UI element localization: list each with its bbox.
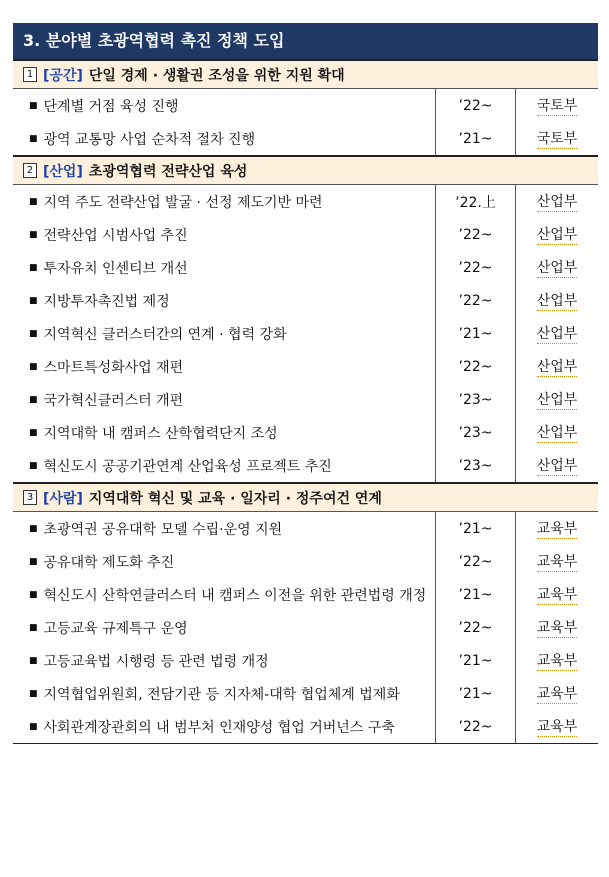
square-bullet-icon: ■ <box>29 427 38 438</box>
item-cell <box>13 545 436 578</box>
item-cell <box>13 251 436 284</box>
square-bullet-icon: ■ <box>29 523 38 534</box>
table-row <box>13 350 598 383</box>
year-cell: ’22~ <box>436 89 516 122</box>
table-row <box>13 383 598 416</box>
square-bullet-icon: ■ <box>29 394 38 405</box>
year-cell: ’22~ <box>436 350 516 383</box>
ministry-cell <box>516 383 598 416</box>
ministry-text: 교육부 <box>537 584 578 605</box>
ministry-cell <box>516 350 598 383</box>
table-row <box>13 677 598 710</box>
ministry-cell <box>516 449 598 482</box>
ministry-cell <box>516 317 598 350</box>
ministry-cell <box>516 89 598 122</box>
ministry-cell <box>516 578 598 611</box>
year-cell: ’21~ <box>436 317 516 350</box>
item-cell <box>13 317 436 350</box>
ministry-text: 교육부 <box>537 551 578 572</box>
year-cell: ’22~ <box>436 284 516 317</box>
item-text: 혁신도시 공공기관연계 산업육성 프로젝트 추진 <box>43 458 332 475</box>
item-text: 지역 주도 전략산업 발굴 · 선정 제도기반 마련 <box>43 194 323 211</box>
item-cell <box>13 611 436 644</box>
ministry-cell <box>516 710 598 743</box>
item-cell <box>13 578 436 611</box>
item-cell <box>13 449 436 482</box>
policy-table <box>13 59 598 744</box>
ministry-cell <box>516 122 598 155</box>
ministry-text: 산업부 <box>537 422 578 443</box>
ministry-text: 국토부 <box>537 128 578 149</box>
section-header <box>13 482 598 512</box>
table-row <box>13 644 598 677</box>
square-bullet-icon: ■ <box>29 295 38 306</box>
item-text: 지역협업위원회, 전담기관 등 지자체-대학 협업체계 법제화 <box>43 686 400 703</box>
section-tag: [사람] <box>43 490 83 507</box>
section-number-box: 1 <box>23 67 37 82</box>
table-row <box>13 89 598 122</box>
item-cell <box>13 185 436 218</box>
ministry-cell <box>516 284 598 317</box>
year-cell: ’21~ <box>436 122 516 155</box>
section-heading: 단일 경제 · 생활권 조성을 위한 지원 확대 <box>88 67 345 84</box>
item-cell <box>13 284 436 317</box>
item-text: 국가혁신클러스터 개편 <box>43 392 184 409</box>
item-cell <box>13 512 436 545</box>
square-bullet-icon: ■ <box>29 196 38 207</box>
ministry-text: 산업부 <box>537 323 578 344</box>
ministry-text: 산업부 <box>537 257 578 278</box>
square-bullet-icon: ■ <box>29 589 38 600</box>
table-row <box>13 611 598 644</box>
year-cell: ’22~ <box>436 251 516 284</box>
ministry-text: 산업부 <box>537 455 578 476</box>
ministry-text: 교육부 <box>537 518 578 539</box>
ministry-cell <box>516 611 598 644</box>
item-text: 광역 교통망 사업 순차적 절차 진행 <box>43 131 256 148</box>
item-cell <box>13 122 436 155</box>
year-cell: ’22.上 <box>436 185 516 218</box>
year-cell: ’21~ <box>436 578 516 611</box>
ministry-text: 교육부 <box>537 683 578 704</box>
section-tag: [공간] <box>43 67 83 84</box>
item-cell <box>13 710 436 743</box>
square-bullet-icon: ■ <box>29 460 38 471</box>
year-cell: ’23~ <box>436 383 516 416</box>
item-cell <box>13 677 436 710</box>
item-text: 스마트특성화사업 재편 <box>43 359 184 376</box>
year-cell: ’22~ <box>436 545 516 578</box>
table-row <box>13 545 598 578</box>
ministry-text: 교육부 <box>537 716 578 737</box>
ministry-cell <box>516 251 598 284</box>
item-text: 초광역권 공유대학 모델 수립·운영 지원 <box>43 521 283 538</box>
ministry-text: 교육부 <box>537 650 578 671</box>
ministry-cell <box>516 677 598 710</box>
item-text: 전략산업 시범사업 추진 <box>43 227 188 244</box>
table-row <box>13 218 598 251</box>
year-cell: ’21~ <box>436 644 516 677</box>
square-bullet-icon: ■ <box>29 100 38 111</box>
item-cell <box>13 218 436 251</box>
square-bullet-icon: ■ <box>29 361 38 372</box>
section-heading: 지역대학 혁신 및 교육 · 일자리 · 정주여건 연계 <box>88 490 382 507</box>
year-cell: ’22~ <box>436 218 516 251</box>
item-cell <box>13 89 436 122</box>
section-heading: 초광역협력 전략산업 육성 <box>88 163 248 180</box>
item-text: 단계별 거점 육성 진행 <box>43 98 179 115</box>
square-bullet-icon: ■ <box>29 655 38 666</box>
table-row <box>13 185 598 218</box>
section-number-box: 2 <box>23 163 37 178</box>
square-bullet-icon: ■ <box>29 556 38 567</box>
item-text: 사회관계장관회의 내 범부처 인재양성 협업 거버넌스 구축 <box>43 719 395 736</box>
square-bullet-icon: ■ <box>29 229 38 240</box>
item-text: 투자유치 인센티브 개선 <box>43 260 188 277</box>
section-number-box: 3 <box>23 490 37 505</box>
item-text: 공유대학 제도화 추진 <box>43 554 175 571</box>
ministry-cell <box>516 416 598 449</box>
table-row <box>13 710 598 743</box>
table-row <box>13 317 598 350</box>
item-cell <box>13 644 436 677</box>
table-row <box>13 416 598 449</box>
section-header <box>13 155 598 185</box>
item-text: 혁신도시 산학연클러스터 내 캠퍼스 이전을 위한 관련법령 개정 <box>43 587 427 604</box>
section-tag: [산업] <box>43 163 83 180</box>
item-text: 지역대학 내 캠퍼스 산학협력단지 조성 <box>43 425 278 442</box>
ministry-text: 산업부 <box>537 389 578 410</box>
ministry-cell <box>516 545 598 578</box>
table-row <box>13 512 598 545</box>
year-cell: ’22~ <box>436 710 516 743</box>
ministry-cell <box>516 644 598 677</box>
table-row <box>13 122 598 155</box>
table-row <box>13 251 598 284</box>
table-row <box>13 449 598 482</box>
ministry-text: 교육부 <box>537 617 578 638</box>
item-text: 지방투자촉진법 제정 <box>43 293 170 310</box>
section-header <box>13 59 598 89</box>
item-text: 고등교육 규제특구 운영 <box>43 620 188 637</box>
year-cell: ’23~ <box>436 449 516 482</box>
table-bottom-rule <box>13 743 598 744</box>
ministry-text: 산업부 <box>537 290 578 311</box>
ministry-cell <box>516 512 598 545</box>
square-bullet-icon: ■ <box>29 622 38 633</box>
ministry-cell <box>516 185 598 218</box>
square-bullet-icon: ■ <box>29 328 38 339</box>
year-cell: ’21~ <box>436 677 516 710</box>
item-cell <box>13 350 436 383</box>
year-cell: ’22~ <box>436 611 516 644</box>
year-cell: ’23~ <box>436 416 516 449</box>
square-bullet-icon: ■ <box>29 133 38 144</box>
item-cell <box>13 383 436 416</box>
item-text: 지역혁신 클러스터간의 연계 · 협력 강화 <box>43 326 287 343</box>
item-cell <box>13 416 436 449</box>
year-cell: ’21~ <box>436 512 516 545</box>
square-bullet-icon: ■ <box>29 688 38 699</box>
item-text: 고등교육법 시행령 등 관련 법령 개정 <box>43 653 269 670</box>
ministry-text: 산업부 <box>537 224 578 245</box>
square-bullet-icon: ■ <box>29 262 38 273</box>
section-title: 3. 분야별 초광역협력 촉진 정책 도입 <box>13 23 598 59</box>
square-bullet-icon: ■ <box>29 721 38 732</box>
ministry-text: 산업부 <box>537 191 578 212</box>
ministry-cell <box>516 218 598 251</box>
table-row <box>13 578 598 611</box>
table-row <box>13 284 598 317</box>
ministry-text: 산업부 <box>537 356 578 377</box>
ministry-text: 국토부 <box>537 95 578 116</box>
